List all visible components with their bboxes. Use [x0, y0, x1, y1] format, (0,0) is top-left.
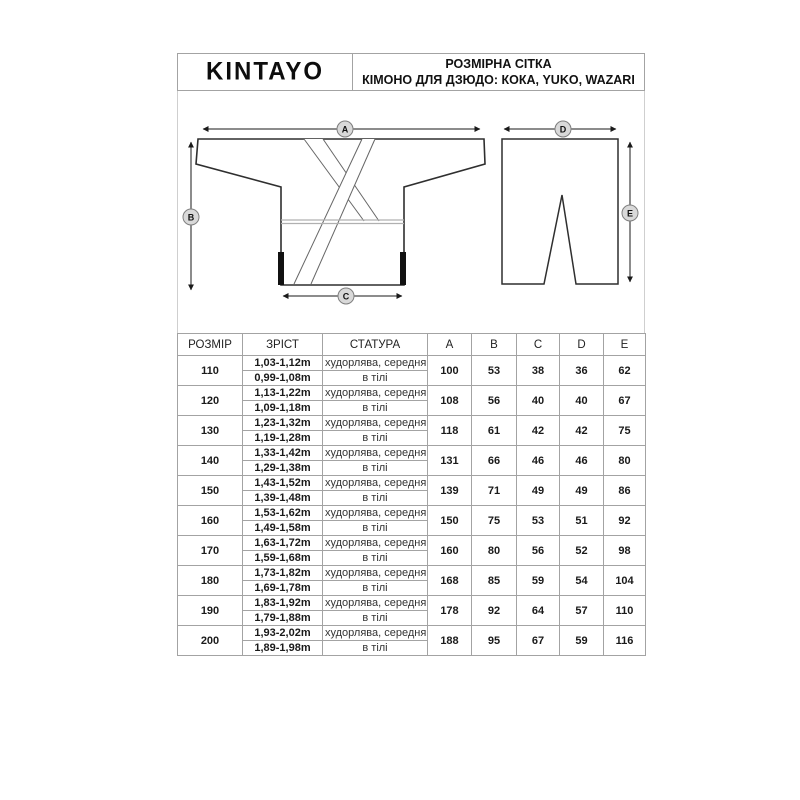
dim-e-cell: 104: [604, 566, 646, 596]
dim-c-cell: 40: [517, 386, 560, 416]
col-header-b: B: [472, 334, 517, 356]
height-slim-cell: 1,53-1,62m: [243, 506, 323, 521]
dim-a-cell: 100: [428, 356, 472, 386]
dim-b-cell: 66: [472, 446, 517, 476]
height-stout-cell: 1,59-1,68m: [243, 551, 323, 566]
height-stout-cell: 1,39-1,48m: [243, 491, 323, 506]
size-cell: 200: [178, 626, 243, 656]
dim-d-cell: 51: [560, 506, 604, 536]
dim-b-cell: 92: [472, 596, 517, 626]
build-slim-cell: худорлява, середня: [323, 506, 428, 521]
size-cell: 140: [178, 446, 243, 476]
dim-d-cell: 49: [560, 476, 604, 506]
build-slim-cell: худорлява, середня: [323, 416, 428, 431]
dim-b-cell: 75: [472, 506, 517, 536]
kimono-drawing-svg: [178, 91, 644, 333]
build-stout-cell: в тілі: [323, 401, 428, 416]
build-stout-cell: в тілі: [323, 461, 428, 476]
build-stout-cell: в тілі: [323, 491, 428, 506]
height-slim-cell: 1,33-1,42m: [243, 446, 323, 461]
height-stout-cell: 1,49-1,58m: [243, 521, 323, 536]
dim-d-cell: 59: [560, 626, 604, 656]
height-slim-cell: 1,03-1,12m: [243, 356, 323, 371]
dim-d-cell: 36: [560, 356, 604, 386]
brand-logo-cell: [178, 54, 353, 90]
height-slim-cell: 1,13-1,22m: [243, 386, 323, 401]
size-chart-sheet: [177, 53, 645, 656]
table-row: [178, 416, 646, 431]
dim-b-cell: 56: [472, 386, 517, 416]
page-subtitle: КІМОНО ДЛЯ ДЗЮДО: КОКА, YUKO, WAZARI: [362, 73, 635, 87]
size-cell: 180: [178, 566, 243, 596]
dim-e-cell: 110: [604, 596, 646, 626]
build-stout-cell: в тілі: [323, 641, 428, 656]
dim-e-cell: 98: [604, 536, 646, 566]
dim-e-cell: 80: [604, 446, 646, 476]
height-slim-cell: 1,63-1,72m: [243, 536, 323, 551]
build-stout-cell: в тілі: [323, 581, 428, 596]
dim-b-cell: 80: [472, 536, 517, 566]
build-stout-cell: в тілі: [323, 551, 428, 566]
jacket-hem-bar-left: [278, 252, 284, 285]
dim-e-cell: 86: [604, 476, 646, 506]
dim-a-cell: 108: [428, 386, 472, 416]
jacket-hem-bar-right: [400, 252, 406, 285]
dim-a-cell: 160: [428, 536, 472, 566]
dim-a-cell: 178: [428, 596, 472, 626]
dim-d-cell: 46: [560, 446, 604, 476]
height-stout-cell: 1,69-1,78m: [243, 581, 323, 596]
table-row: [178, 626, 646, 641]
height-slim-cell: 1,93-2,02m: [243, 626, 323, 641]
dim-a-cell: 131: [428, 446, 472, 476]
dim-c-cell: 53: [517, 506, 560, 536]
dim-c-cell: 49: [517, 476, 560, 506]
build-slim-cell: худорлява, середня: [323, 386, 428, 401]
dim-b-cell: 71: [472, 476, 517, 506]
table-row: [178, 596, 646, 611]
brand-logo: KINTAYO: [205, 57, 324, 86]
height-slim-cell: 1,83-1,92m: [243, 596, 323, 611]
height-stout-cell: 1,29-1,38m: [243, 461, 323, 476]
dim-c-cell: 42: [517, 416, 560, 446]
height-slim-cell: 1,43-1,52m: [243, 476, 323, 491]
table-row: [178, 476, 646, 491]
size-cell: 170: [178, 536, 243, 566]
dim-c-cell: 46: [517, 446, 560, 476]
dim-e-cell: 116: [604, 626, 646, 656]
height-stout-cell: 1,89-1,98m: [243, 641, 323, 656]
table-row: [178, 446, 646, 461]
build-slim-cell: худорлява, середня: [323, 446, 428, 461]
dim-b-cell: 95: [472, 626, 517, 656]
dim-label-b: B: [183, 209, 200, 226]
dim-c-cell: 64: [517, 596, 560, 626]
dim-d-cell: 54: [560, 566, 604, 596]
dim-b-cell: 53: [472, 356, 517, 386]
col-header-c: C: [517, 334, 560, 356]
dim-a-cell: 168: [428, 566, 472, 596]
size-cell: 110: [178, 356, 243, 386]
col-header-a: A: [428, 334, 472, 356]
col-header-e: E: [604, 334, 646, 356]
height-stout-cell: 1,09-1,18m: [243, 401, 323, 416]
height-slim-cell: 1,23-1,32m: [243, 416, 323, 431]
page-title: РОЗМІРНА СІТКА: [445, 57, 552, 71]
height-stout-cell: 0,99-1,08m: [243, 371, 323, 386]
build-slim-cell: худорлява, середня: [323, 596, 428, 611]
dim-label-c: C: [338, 288, 355, 305]
table-row: [178, 356, 646, 371]
table-row: [178, 506, 646, 521]
build-stout-cell: в тілі: [323, 371, 428, 386]
height-stout-cell: 1,79-1,88m: [243, 611, 323, 626]
table-row: [178, 536, 646, 551]
build-slim-cell: худорлява, середня: [323, 626, 428, 641]
dim-a-cell: 150: [428, 506, 472, 536]
dim-a-cell: 188: [428, 626, 472, 656]
dim-e-cell: 92: [604, 506, 646, 536]
build-slim-cell: худорлява, середня: [323, 566, 428, 581]
table-header-row: [178, 334, 646, 356]
dim-b-cell: 85: [472, 566, 517, 596]
dim-c-cell: 38: [517, 356, 560, 386]
kimono-diagram: [177, 91, 645, 333]
col-header-d: D: [560, 334, 604, 356]
dim-c-cell: 56: [517, 536, 560, 566]
build-stout-cell: в тілі: [323, 431, 428, 446]
build-slim-cell: худорлява, середня: [323, 536, 428, 551]
size-table: [177, 333, 646, 656]
dim-a-cell: 118: [428, 416, 472, 446]
pants-outline: [502, 139, 618, 284]
build-stout-cell: в тілі: [323, 521, 428, 536]
dim-label-d: D: [555, 121, 572, 138]
height-stout-cell: 1,19-1,28m: [243, 431, 323, 446]
build-slim-cell: худорлява, середня: [323, 356, 428, 371]
size-cell: 160: [178, 506, 243, 536]
col-header-height: ЗРІСТ: [243, 334, 323, 356]
dim-b-cell: 61: [472, 416, 517, 446]
dim-label-e: E: [622, 205, 639, 222]
size-cell: 120: [178, 386, 243, 416]
dim-d-cell: 52: [560, 536, 604, 566]
dim-d-cell: 40: [560, 386, 604, 416]
table-row: [178, 566, 646, 581]
header: [177, 53, 645, 91]
col-header-size: РОЗМІР: [178, 334, 243, 356]
dim-e-cell: 75: [604, 416, 646, 446]
dim-a-cell: 139: [428, 476, 472, 506]
dim-e-cell: 67: [604, 386, 646, 416]
build-stout-cell: в тілі: [323, 611, 428, 626]
dim-label-a: A: [337, 121, 354, 138]
build-slim-cell: худорлява, середня: [323, 476, 428, 491]
size-cell: 150: [178, 476, 243, 506]
title-cell: [353, 54, 644, 90]
size-cell: 130: [178, 416, 243, 446]
height-slim-cell: 1,73-1,82m: [243, 566, 323, 581]
dim-c-cell: 59: [517, 566, 560, 596]
col-header-build: СТАТУРА: [323, 334, 428, 356]
dim-c-cell: 67: [517, 626, 560, 656]
dim-e-cell: 62: [604, 356, 646, 386]
dim-d-cell: 42: [560, 416, 604, 446]
table-row: [178, 386, 646, 401]
dim-d-cell: 57: [560, 596, 604, 626]
size-cell: 190: [178, 596, 243, 626]
